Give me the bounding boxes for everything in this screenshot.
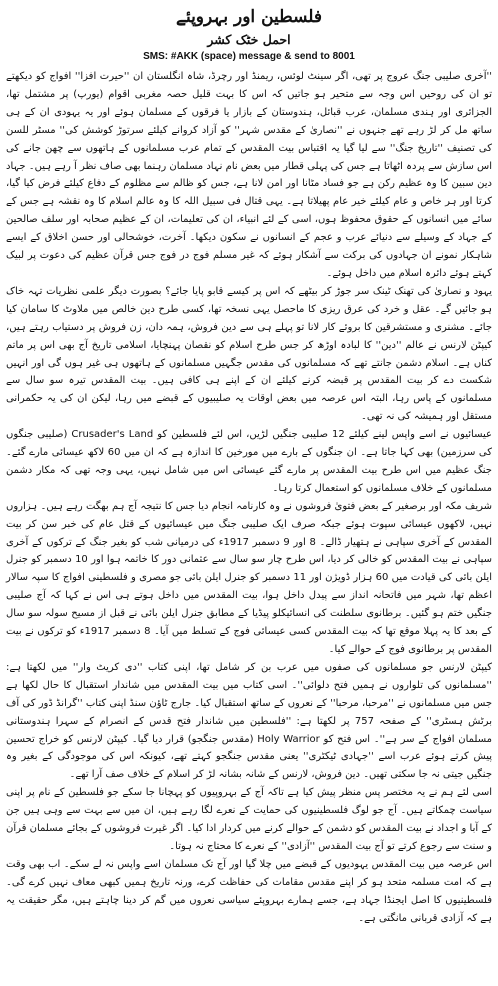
paragraph: اسی لئے ہم نے یہ مختصر پس منظر پیش کیا ہے تاکہ آج کے بہروپیوں کو پہچانا جا سکے جو فلسطین کے نام پر اپنی سیاست چمکاتے ہیں۔ آج جو لوگ فلسطینیوں کی حمایت کے نعرے لگا رہے ہیں، ان میں سے بہت سے وہی ہیں جن کے آبا و اجداد نے بیت المقدس کو دشمن کے حوالے کرنے میں کردار ادا کیا۔ اگر غیرت فروشوں کے بجائے مسلمان قرآن و سنت سے رجوع کرتے تو آج بیت المقدس ''آزادی'' کے نعرے کا محتاج نہ ہوتا۔ <box>6 787 492 852</box>
paragraph: شریف مکہ اور برصغیر کے بعض فتویٰ فروشوں نے وہ کارنامہ انجام دیا جس کا نتیجہ آج ہم بھگت رہے ہیں۔ ہزاروں نہیں، لاکھوں عیسائی سپوت ہوئے جبکہ صرف ایک صلیبی جنگ میں عیسائیوں کے قتل عام کی خبر سن کر بیت المقدس کے آخری سپاہی نے ہتھیار ڈالے۔ 8 اور 9 دسمبر 1917ء کی درمیانی شب کو بغیر جنگ کے ترکوں کے آخری سپاہی نے بیت المقدس کو خالی کر دیا، اس طرح چار سو سال سے عثمانی دور کا خاتمہ ہوا اور 10 دسمبر کو جنرل ایلن بائی کی قیادت میں 60 ہزار ڈویژن اور 11 دسمبر کو جنرل ایلن بائی جو مصری و فلسطینی افواج کا سپہ سالار اعظم تھا، شہر میں فاتحانہ انداز سے پیدل داخل ہوا، بیت المقدس میں داخل ہوتے ہی اس نے کہا کہ آج صلیبی جنگیں ختم ہو گئیں۔ برطانوی سلطنت کی انسائیکلو پیڈیا کے مطابق جنرل ایلن بائی نے قبل از مسیح سولہ سو سال کے بعد کا یہ پہلا موقع تھا کہ بیت المقدس کسی عیسائی فوج کے تسلط میں آیا۔ 8 دسمبر 1917ء کو ترکوں نے بیت المقدس پر برطانوی فوج کے حوالے کیا۔ <box>6 500 492 655</box>
paragraph: ''آخری صلیبی جنگ عروج پر تھی، اگر سینٹ لوئس، ریمنڈ اور رچرڈ، شاہ انگلستان ان ''حیرت افزا'' افواج کو دیکھتے تو ان کی روحیں اس وجہ سے متحیر ہو جاتیں کہ اس کا بہت قلیل حصہ مغربی اقوام (یورپ) پر مشتمل تھا، الجزائری اور ہندی مسلمان، عرب قبائل، ہندوستان کے بازار یا فرقوں کے مسلمان ہوئے اور یہ یہودی ان کے ہی ساتھ مل کر لڑ رہے تھے جنہوں نے ''نصاریٰ کے مقدس شہر'' کو آزاد کروانے کیلئے سرتوڑ کوشش کی'' مسٹر للسن کی تصنیف ''تاریخ جنگ'' سے لیا گیا یہ اقتباس بیت المقدس کے تمام عرب مسلمانوں کے ہاتھوں سے چھن جانے کی اس سازش سے پردہ اٹھاتا ہے جس کی پہلی قطار میں بعض نام نہاد مسلمان رہنما بھی صاف نظر آ رہے ہیں۔ جہاد دین سبین کا وہ عظیم رکن ہے جو فساد مٹانا اور امن لانا ہے، جس کو ظالم سے مظلوم کے دفاع کیلئے فرض کیا گیا، کرتا اور ہر خاص و عام کیلئے خیر عام پھیلاتا ہے۔ یہی قتال فی سبیل اللہ کا وہ عالم اسلام کا وہ نقشہ ہے جس کے سائے میں انسانوں کے حقوق محفوظ ہوں، اسی کے لئے انبیاء، ان کی تعلیمات، ان کے عظیم صحابہ اور سلف صالحین کے جہاد کے وسیلے سے دنیائے عرب و عجم کے انسانوں نے سکون دیکھا۔ آخرت، خوشحالی اور حسن اخلاق کے ایسے شاہکار نمونے ان جہادوں کی برکت سے آشکار ہوئے کہ غیر مسلم فوج در فوج جس قرآن عظیم کی دعوت پر لبیک کہتے ہوئے دائرہ اسلام میں داخل ہوئے۔ <box>6 71 492 279</box>
paragraph: کیپٹن لارنس جو مسلمانوں کی صفوں میں عرب بن کر شامل تھا، اپنی کتاب ''دی کریٹ وار'' میں لکھتا ہے: ''مسلمانوں کی تلواروں نے ہمیں فتح دلوائی''۔ اسی کتاب میں بیت المقدس میں شاندار استقبال کا حال لکھا ہے جس میں مسلمانوں نے ''مرحبا، مرحبا'' کے نعروں کے ساتھ استقبال کیا۔ جارج ٹاؤن سنڈ اپنی کتاب ''گرانڈ ڈور کی آف برٹش ہسٹری'' کے صفحہ 757 پر لکھتا ہے: ''فلسطین میں شاندار فتح قدس کے انصرام کے سہرا ہندوستانی مسلمان افواج کے سر ہے''۔ اس فتح کو Holy Warrior (مقدس جنگجو) قرار دیا گیا۔ کیپٹن لارنس کو خراج تحسین پیش کرتے ہوئے عرب اسے ''جہادی ٹیکٹری'' یعنی مقدس جنگجو کہتے تھے، کیونکہ اس کی موجودگی کے بغیر وہ جنگیں جیتی نہ جا سکتی تھیں۔ دین فروش، لارنس کے شانہ بشانہ لڑ کر اسلام کے خلاف صف آرا تھے۔ <box>6 661 492 781</box>
article-body <box>6 68 492 928</box>
paragraph: اس عرصہ میں بیت المقدس یہودیوں کے قبضے میں چلا گیا اور آج تک مسلمان اسے واپس نہ لے سکے۔ اب بھی وقت ہے کہ امت مسلمہ متحد ہو کر اپنے مقدس مقامات کی حفاظت کرے، ورنہ تاریخ ہمیں کبھی معاف نہیں کرے گی۔ فلسطینیوں کا اصل ایجنڈا جہاد ہے، جسے ہمارے بہروپئے سیاسی نعروں میں گم کر دینا چاہتے ہیں، مگر حقیقت یہ ہے کہ آزادی قربانی مانگتی ہے۔ <box>6 858 492 924</box>
article-header <box>6 6 492 63</box>
author-byline: احمل خٹک کشر <box>207 32 291 47</box>
sms-instruction: SMS: #AKK (space) message & send to 8001 <box>143 51 355 62</box>
article-title: فلسطین اور بہروپئے <box>175 7 323 27</box>
paragraph: یہود و نصاریٰ کی تھنک ٹینک سر جوڑ کر بیٹھے کہ اس پر کیسے قابو پایا جائے؟ بصورت دیگر علمی نظریات تہہ خاک ہو جائیں گے۔ عقل و خرد کی عرق ریزی کا ماحصل یہی نسخہ تھا، کسی طرح دین خالص میں ملاوٹ کا سامان کیا جائے۔ مشنری و مستشرقین کا بروئے کار لانا تو پہلے ہی سے دین فروش، ہمہ دان، زن فروش پر دستیاب رہتے ہیں، کیپٹن لارنس نے عالم ''دین'' کا لبادہ اوڑھ کر جس طرح اسلام کو نقصان پہنچایا، اسلامی تاریخ آج بھی اس پر ماتم کناں ہے۔ اسلام دشمن جانتے تھے کہ مسلمانوں کی مقدس جگہیں مسلمانوں کے ہاتھوں ہی غیر ہوں گی اور انہیں شکست دے کر بیت المقدس پر قبضہ کرنے کیلئے ان کے اپنے ہی کافی ہیں۔ بیت المقدس تیرہ سو سال سے مسلمانوں کے پاس رہا، البتہ اس عرصہ میں بعض اوقات یہ صلیبیوں کے قبضے میں رہا، لیکن ان کی یہ حکمرانی مستقل اور ہمیشہ کی نہ تھی۔ <box>6 285 492 423</box>
paragraph: عیسائیوں نے اسے واپس لینے کیلئے 12 صلیبی جنگیں لڑیں، اس لئے فلسطین کو Crusader's Land (صلیبی جنگوں کی سرزمین) بھی کہا جاتا ہے۔ ان جنگوں کے بارے میں مورخین کا اندازہ ہے کہ ان میں 60 لاکھ عیسائی مارے گئے۔ جنگ عظیم میں اس طرح بیت المقدس پر مارے گئے عیسائی اس میں شامل نہیں، یہی وجہ تھی کہ مکار دشمن مسلمانوں کے خلاف مسلمانوں کو استعمال کرتا رہا۔ <box>6 429 493 494</box>
